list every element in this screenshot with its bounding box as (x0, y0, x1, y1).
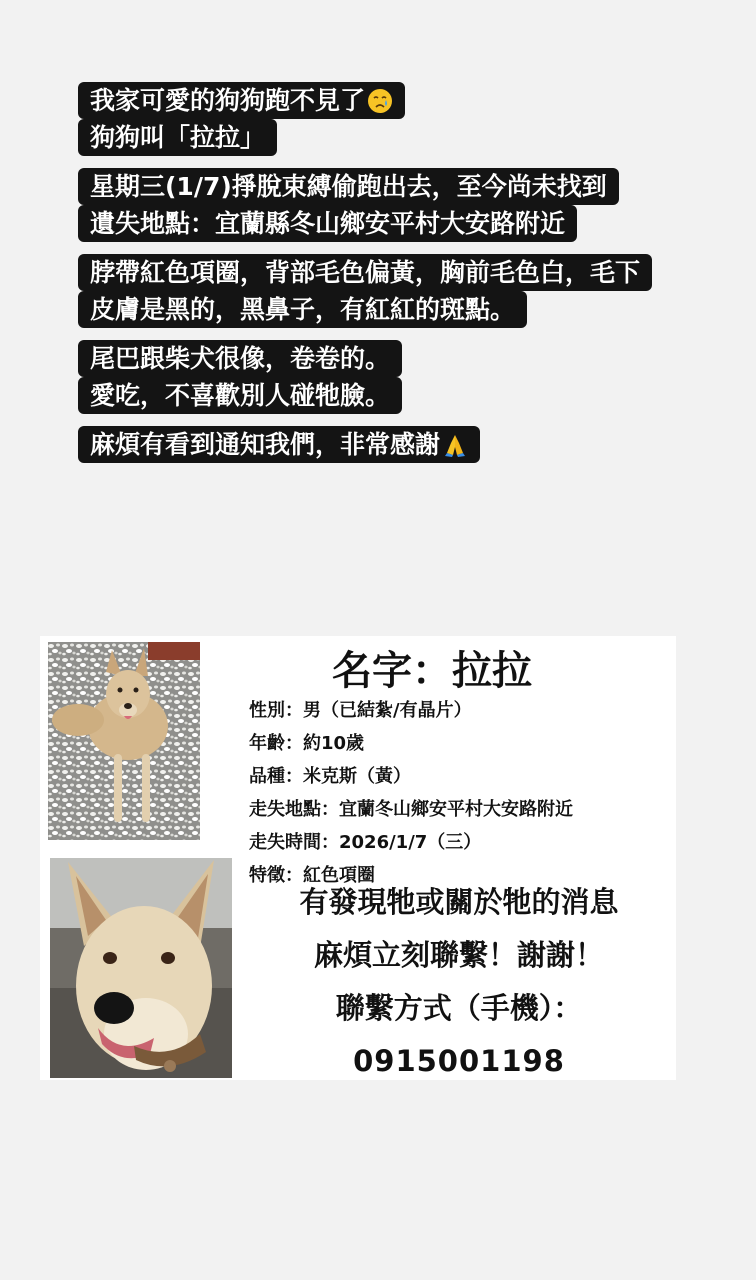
detail-value: 2026/1/7（三） (339, 832, 482, 853)
caption-line: 星期三(1/7)掙脫束縛偷跑出去，至今尚未找到 (78, 168, 619, 205)
detail-row-location (249, 793, 669, 826)
contact-line-2: 麻煩立刻聯繫！謝謝！ (313, 938, 604, 972)
contact-block (246, 876, 672, 1088)
dog-photo-lying (48, 642, 200, 840)
phone-number: 0915001198 (353, 1044, 565, 1078)
caption-line: 遺失地點：宜蘭縣冬山鄉安平村大安路附近 (78, 205, 577, 242)
caption-line: 尾巴跟柴犬很像，卷卷的。 (78, 340, 402, 377)
detail-value: 紅色項圈 (303, 865, 375, 886)
dog-face-illustration (50, 858, 232, 1078)
contact-line-3: 聯繫方式（手機）： (335, 991, 583, 1025)
caption-group-2 (78, 168, 748, 242)
detail-row-time (249, 826, 669, 859)
dog-lying-illustration (48, 642, 200, 840)
detail-value: 約10歲 (303, 733, 365, 754)
caption-line: 我家可愛的狗狗跑不見了 (78, 82, 405, 119)
detail-row-breed (249, 760, 669, 793)
detail-value: 男（已結紮/有晶片） (303, 700, 472, 721)
detail-label: 年齡： (249, 733, 303, 754)
contact-line-1: 有發現牠或關於牠的消息 (299, 885, 619, 919)
caption-line: 愛吃，不喜歡別人碰牠臉。 (78, 377, 402, 414)
poster-title: 名字：拉拉 (332, 648, 532, 694)
folded-hands-emoji (442, 432, 468, 458)
lost-dog-poster (40, 636, 676, 1080)
caption-line: 麻煩有看到通知我們，非常感謝 (78, 426, 480, 463)
detail-row-age (249, 727, 669, 760)
detail-value: 宜蘭冬山鄉安平村大安路附近 (339, 799, 573, 820)
caption-group-1 (78, 82, 748, 156)
caption-stack (78, 82, 748, 475)
caption-line: 脖帶紅色項圈，背部毛色偏黃，胸前毛色白，毛下 (78, 254, 652, 291)
caption-group-3 (78, 254, 748, 328)
caption-line: 狗狗叫「拉拉」 (78, 119, 277, 156)
detail-label: 品種： (249, 766, 303, 787)
dog-photo-closeup (50, 858, 232, 1078)
detail-label: 走失地點： (249, 799, 339, 820)
detail-list (249, 694, 669, 892)
detail-label: 特徵： (249, 865, 303, 886)
detail-value: 米克斯（黃） (303, 766, 411, 787)
detail-row-gender (249, 694, 669, 727)
caption-group-5 (78, 426, 748, 463)
crying-face-emoji (367, 88, 393, 114)
detail-label: 走失時間： (249, 832, 339, 853)
detail-label: 性別： (249, 700, 303, 721)
caption-line: 皮膚是黑的，黑鼻子，有紅紅的斑點。 (78, 291, 527, 328)
caption-group-4 (78, 340, 748, 414)
